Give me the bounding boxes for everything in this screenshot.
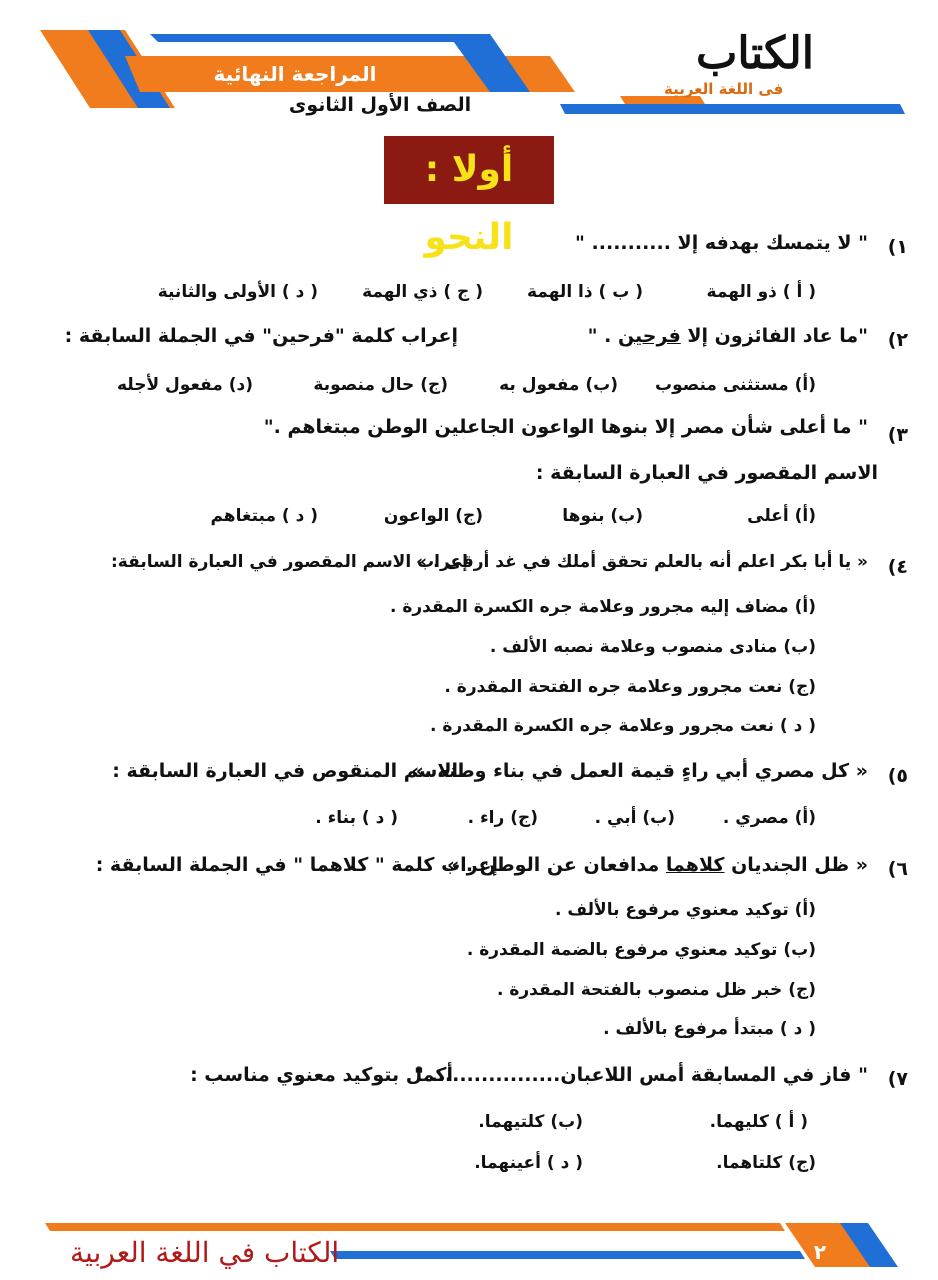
question-3-number: ٣) xyxy=(887,424,908,446)
question-2-instruction: إعراب كلمة "فرحين" في الجملة السابقة : xyxy=(64,325,458,347)
question-6-number: ٦) xyxy=(887,858,908,880)
q2-option-c: (ج) حال منصوبة xyxy=(313,375,448,395)
review-title-box xyxy=(200,58,390,90)
logo-main: الكتاب xyxy=(696,28,815,79)
footer-brand: الكتاب في اللغة العربية xyxy=(70,1236,340,1269)
question-4-text: « يا أبا بكر اعلم أنه بالعلم تحقق أملك في غد أرقى . » xyxy=(416,552,868,572)
q2-option-a: (أ) مستثنى منصوب xyxy=(654,375,816,395)
question-1-text: " لا يتمسك بهدفه إلا ........... " xyxy=(575,232,868,254)
q6-option-b: (ب) توكيد معنوي مرفوع بالضمة المقدرة . xyxy=(466,940,816,960)
q1-option-b: ( ب ) ذا الهمة xyxy=(527,282,643,302)
q6-option-a: (أ) توكيد معنوي مرفوع بالألف . xyxy=(555,900,816,920)
q4-option-c: (ج) نعت مجرور وعلامة جره الفتحة المقدرة . xyxy=(444,677,816,697)
question-1-number: ١) xyxy=(887,236,908,258)
q6-text-part-a: « ظل الجنديان xyxy=(731,854,868,876)
q2-option-b: (ب) مفعول به xyxy=(499,375,618,395)
q2-text-part-c: . " xyxy=(587,325,612,347)
q6-option-d: ( د ) مبتدأ مرفوع بالألف . xyxy=(603,1019,816,1039)
question-4-instruction: إعراب الاسم المقصور في العبارة السابقة: xyxy=(111,552,468,572)
q3-option-a: (أ) أعلى xyxy=(747,506,816,526)
q2-text-part-a: "ما عاد الفائزون إلا xyxy=(687,325,868,347)
q2-underlined-word: فرحين xyxy=(617,325,681,347)
logo-subtitle: فى اللغة العربية xyxy=(664,80,784,98)
q1-option-a: ( أ ) ذو الهمة xyxy=(706,282,816,302)
footer-blue-bar xyxy=(330,1251,805,1259)
question-4-number: ٤) xyxy=(887,556,908,578)
question-5-number: ٥) xyxy=(887,765,908,787)
question-6-instruction: إعراب كلمة " كلاهما " في الجملة السابقة : xyxy=(95,854,498,876)
q7-option-d: ( د ) أعينهما. xyxy=(474,1153,583,1173)
q4-option-b: (ب) منادى منصوب وعلامة نصبه الألف . xyxy=(489,637,816,657)
q3-option-c: (ج) الواعون xyxy=(383,506,483,526)
q5-option-c: (ج) راء . xyxy=(467,808,538,828)
q7-option-c: (ج) كلتاهما. xyxy=(716,1153,816,1173)
question-7-text: " فاز في المسابقة أمس اللاعبان.................. " xyxy=(413,1064,868,1086)
blue-bar-top xyxy=(150,34,470,42)
section-title: أولا : النحو xyxy=(384,136,554,204)
q6-option-c: (ج) خبر ظل منصوب بالفتحة المقدرة . xyxy=(496,980,816,1000)
question-7-instruction: أكمل بتوكيد معنوي مناسب : xyxy=(190,1064,453,1086)
review-title: المراجعة النهائية xyxy=(213,62,377,86)
footer-orange-bar xyxy=(45,1223,785,1231)
question-7-number: ٧) xyxy=(887,1068,908,1090)
question-5-instruction: الاسم المنقوص في العبارة السابقة : xyxy=(112,760,458,782)
q1-option-d: ( د ) الأولى والثانية xyxy=(157,282,318,302)
q6-text-part-c: مدافعان عن الوطن . » xyxy=(446,854,660,876)
question-3-instruction: الاسم المقصور في العبارة السابقة : xyxy=(535,462,878,484)
page-number: ٢ xyxy=(813,1240,827,1264)
q7-option-a: ( أ ) كليهما. xyxy=(709,1112,808,1132)
question-5-text: « كل مصري أبي راءٍ قيمة العمل في بناء وطنه .» xyxy=(411,760,868,782)
grade-label: الصف الأول الثانوى xyxy=(288,94,472,116)
q7-option-b: (ب) كلتيهما. xyxy=(478,1112,583,1132)
question-3-text: " ما أعلى شأن مصر إلا بنوها الواعون الجاعلين الوطن مبتغاهم ." xyxy=(263,416,868,438)
q4-option-d: ( د ) نعت مجرور وعلامة جره الكسرة المقدرة . xyxy=(430,716,816,736)
q5-option-a: (أ) مصري . xyxy=(722,808,816,828)
q1-option-c: ( ج ) ذي الهمة xyxy=(362,282,483,302)
q6-underlined-word: كلاهما xyxy=(665,854,725,876)
q4-option-a: (أ) مضاف إليه مجرور وعلامة جره الكسرة المقدرة . xyxy=(389,597,816,617)
q2-option-d: (د) مفعول لأجله xyxy=(116,375,253,395)
q5-option-d: ( د ) بناء . xyxy=(315,808,398,828)
question-2-number: ٢) xyxy=(887,329,908,351)
q5-option-b: (ب) أبي . xyxy=(594,808,675,828)
q3-option-b: (ب) بنوها xyxy=(562,506,643,526)
blue-bar-right xyxy=(560,104,905,114)
question-6-text xyxy=(447,854,868,876)
q3-option-d: ( د ) مبتغاهم xyxy=(210,506,318,526)
question-2-text xyxy=(588,325,868,347)
